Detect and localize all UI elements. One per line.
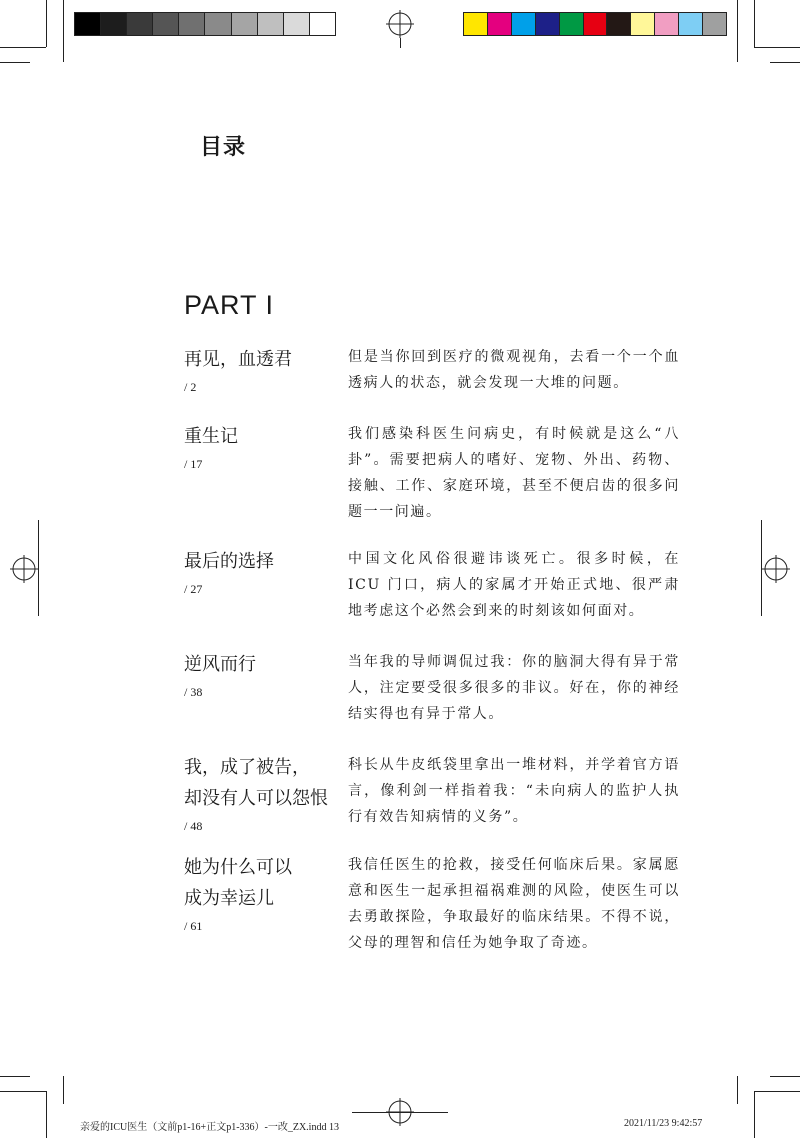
crop-mark-bottom-left-vertical-2: [63, 1076, 64, 1104]
entry-title-line: 却没有人可以怨恨: [184, 788, 328, 809]
crop-mark-top-right-horizontal: [754, 47, 800, 48]
entry-page-number: / 61: [184, 919, 203, 933]
color-swatch: [258, 13, 284, 35]
color-swatch: [179, 13, 205, 35]
entry-title-line: 重生记: [184, 426, 238, 447]
entry-description: 当年我的导师调侃过我：你的脑洞大得有异于常人，注定要受很多很多的非议。好在，你的神经结实得也有异于常人。: [348, 654, 680, 722]
color-swatch: [310, 13, 335, 35]
entry-title: [184, 852, 344, 934]
crop-mark-top-right-vertical: [754, 0, 755, 47]
color-swatch: [679, 13, 703, 35]
registration-stem-left: [38, 520, 39, 616]
color-swatch: [512, 13, 536, 35]
registration-stem-bottom: [352, 1112, 448, 1113]
entry-page-number: / 38: [184, 685, 203, 699]
entry-title: [184, 546, 344, 597]
entry-page-number: / 2: [184, 380, 197, 394]
color-swatch: [560, 13, 584, 35]
crop-mark-bottom-left-vertical: [46, 1091, 47, 1138]
crop-mark-top-left-horizontal: [0, 47, 46, 48]
entry-description: 但是当你回到医疗的微观视角，去看一个一个血透病人的状态，就会发现一大堆的问题。: [348, 349, 680, 391]
color-swatch: [153, 13, 179, 35]
registration-target-icon: [10, 555, 38, 583]
crop-mark-bottom-right-horizontal: [754, 1091, 800, 1092]
crop-mark-top-right-horizontal-2: [770, 62, 800, 63]
registration-target-icon: [762, 555, 790, 583]
entry-page-number: / 17: [184, 457, 203, 471]
color-swatch: [75, 13, 101, 35]
color-swatch: [584, 13, 608, 35]
color-swatch: [536, 13, 560, 35]
color-swatch: [101, 13, 127, 35]
registration-target-icon: [386, 10, 414, 38]
entry-title-line: 逆风而行: [184, 654, 256, 675]
print-slug-timestamp: 2021/11/23 9:42:57: [624, 1118, 703, 1129]
entry-title: [184, 344, 344, 395]
toc-heading: 目录: [200, 135, 247, 160]
part-label: PART I: [184, 290, 275, 320]
crop-mark-top-right-vertical-2: [737, 0, 738, 62]
entry-description: 我信任医生的抢救，接受任何临床后果。家属愿意和医生一起承担福祸难测的风险，使医生可以去勇敢探险，争取最好的临床结果。不得不说，父母的理智和信任为她争取了奇迹。: [348, 857, 680, 951]
color-swatch: [631, 13, 655, 35]
entry-title: [184, 649, 344, 700]
color-swatch: [205, 13, 231, 35]
color-swatch: [607, 13, 631, 35]
entry-page-number: / 27: [184, 582, 203, 596]
entry-title: [184, 752, 344, 834]
crop-mark-bottom-left-horizontal-2: [0, 1076, 30, 1077]
color-swatch: [655, 13, 679, 35]
entry-title-line: 她为什么可以: [184, 857, 292, 878]
crop-mark-bottom-left-horizontal: [0, 1091, 46, 1092]
color-swatch: [464, 13, 488, 35]
entry-description: 科长从牛皮纸袋里拿出一堆材料，并学着官方语言，像利剑一样指着我：“未向病人的监护人执行有效告知病情的义务”。: [348, 757, 680, 825]
color-swatch: [703, 13, 726, 35]
color-swatch: [284, 13, 310, 35]
crop-mark-bottom-right-vertical-2: [737, 1076, 738, 1104]
entry-description: 我们感染科医生问病史，有时候就是这么“八卦”。需要把病人的嗜好、宠物、外出、药物、接触、工作、家庭环境，甚至不便启齿的很多问题一一问遍。: [348, 426, 680, 520]
print-slug-filename: 亲爱的ICU医生（文前p1-16+正文p1-336）-一改_ZX.indd 13: [80, 1122, 339, 1133]
entry-title-line: 最后的选择: [184, 551, 274, 572]
crop-mark-top-left-vertical: [46, 0, 47, 47]
crop-mark-bottom-right-vertical: [754, 1091, 755, 1138]
color-swatch: [127, 13, 153, 35]
registration-stem-top: [400, 38, 401, 48]
entry-title: [184, 421, 344, 472]
crop-mark-top-left-horizontal-2: [0, 62, 30, 63]
crop-mark-top-left-vertical-2: [63, 0, 64, 62]
entry-page-number: / 48: [184, 819, 203, 833]
entry-description: 中国文化风俗很避讳谈死亡。很多时候，在 ICU 门口，病人的家属才开始正式地、很严肃地考虑这个必然会到来的时刻该如何面对。: [348, 551, 680, 619]
entry-title-line: 我，成了被告，: [184, 757, 310, 778]
entry-title-line: 再见，血透君: [184, 349, 292, 370]
color-calibration-strip: [463, 12, 727, 36]
registration-stem-right: [761, 520, 762, 616]
color-swatch: [488, 13, 512, 35]
grayscale-calibration-strip: [74, 12, 336, 36]
entry-title-line: 成为幸运儿: [184, 888, 274, 909]
crop-mark-bottom-right-horizontal-2: [770, 1076, 800, 1077]
color-swatch: [232, 13, 258, 35]
